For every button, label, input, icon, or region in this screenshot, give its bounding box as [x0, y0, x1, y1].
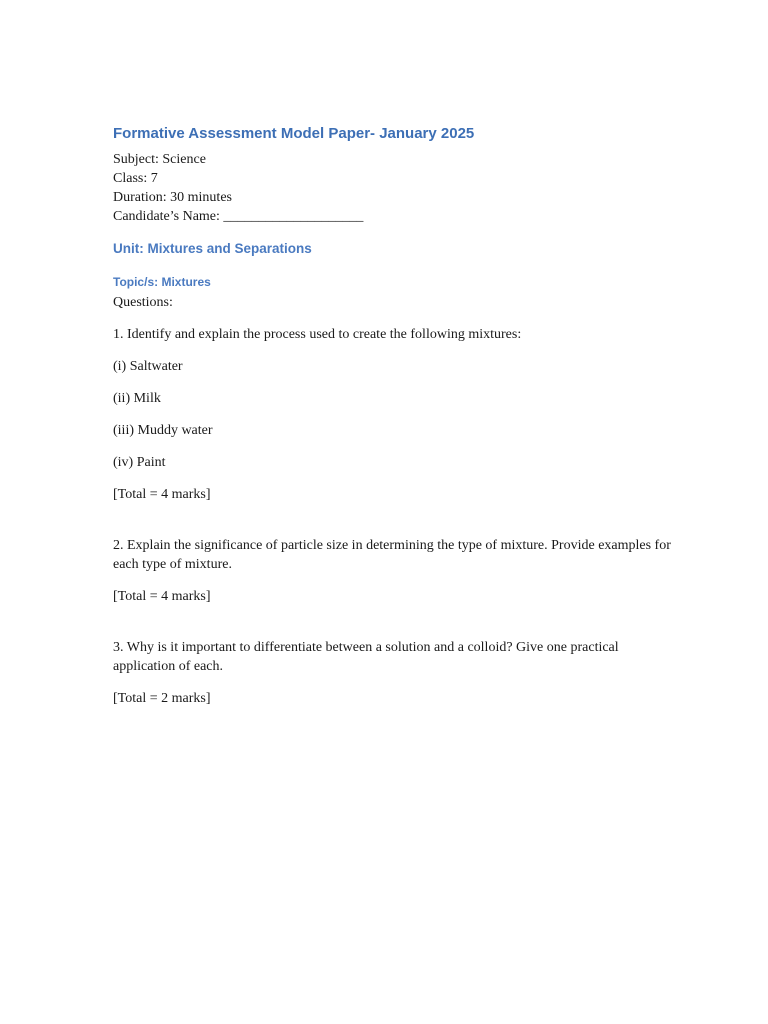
duration-line: Duration: 30 minutes	[113, 190, 232, 205]
candidate-name-line: Candidate’s Name: ____________________	[113, 209, 364, 224]
class-line: Class: 7	[113, 171, 158, 186]
subject-line: Subject: Science	[113, 152, 206, 167]
question-1-item-4: (iv) Paint	[113, 455, 166, 470]
questions-label: Questions:	[113, 295, 173, 310]
question-2-marks: [Total = 4 marks]	[113, 589, 211, 604]
question-3-text: 3. Why is it important to differentiate between a solution and a colloid? Give one practical application of each.	[113, 640, 619, 674]
question-1-item-3: (iii) Muddy water	[113, 423, 213, 438]
question-1-text: 1. Identify and explain the process used to create the following mixtures:	[113, 327, 522, 342]
question-1-item-2: (ii) Milk	[113, 391, 161, 406]
topic-heading: Topic/s: Mixtures	[113, 275, 211, 289]
question-1-marks: [Total = 4 marks]	[113, 487, 211, 502]
question-3-marks: [Total = 2 marks]	[113, 691, 211, 706]
document-title: Formative Assessment Model Paper- January 2025	[113, 125, 475, 142]
question-1-item-1: (i) Saltwater	[113, 359, 183, 374]
unit-heading: Unit: Mixtures and Separations	[113, 241, 312, 256]
document-body	[113, 124, 673, 708]
question-2-text: 2. Explain the significance of particle size in determining the type of mixture. Provide examples for each type of mixture.	[113, 538, 671, 572]
